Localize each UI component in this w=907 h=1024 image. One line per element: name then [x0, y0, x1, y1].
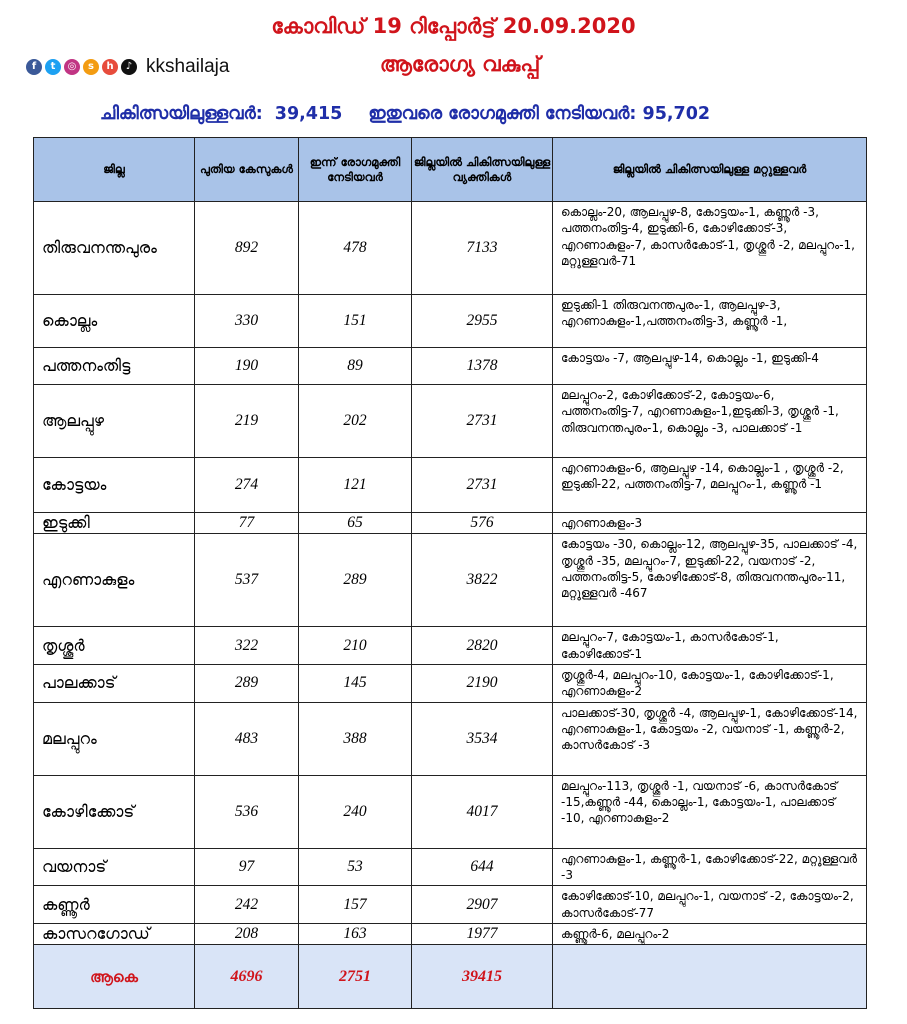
summary-line — [100, 104, 820, 124]
district-cell: തൃശ്ശൂർ — [34, 627, 195, 665]
others-cell: മലപ്പുറം-2, കോഴിക്കോട്-2, കോട്ടയം-6, പത്തനംതിട്ട-7, എറണാകുളം-1,ഇടുക്കി-3, തൃശ്ശൂർ -1, തിരുവനന്തപുരം-1, കൊല്ലം -3, പാലക്കാട് -1 — [553, 385, 867, 458]
table-row — [34, 848, 867, 886]
others-cell: കൊല്ലം-20, ആലപ്പുഴ-8, കോട്ടയം-1, കണ്ണൂർ -3, പത്തനംതിട്ട-4, ഇടുക്കി-6, കോഴിക്കോട്-3, എറണാകുളം-7, കാസർകോട്-1, തൃശ്ശൂർ -2, മലപ്പുറം-1, മറ്റുള്ളവർ-71 — [553, 202, 867, 295]
new-cases-cell: 274 — [195, 458, 299, 513]
table-row — [34, 664, 867, 702]
recovered-cell: 53 — [299, 848, 412, 886]
facebook-icon[interactable]: f — [26, 59, 42, 75]
district-cell: വയനാട് — [34, 848, 195, 886]
district-cell: എറണാകുളം — [34, 534, 195, 627]
others-cell: കോട്ടയം -7, ആലപ്പുഴ-14, കൊല്ലം -1, ഇടുക്കി-4 — [553, 348, 867, 385]
total-new: 4696 — [195, 945, 299, 1009]
table-row — [34, 385, 867, 458]
treatment-cell: 4017 — [412, 775, 553, 848]
treatment-cell: 2820 — [412, 627, 553, 665]
treatment-cell: 3534 — [412, 702, 553, 775]
treatment-cell: 3822 — [412, 534, 553, 627]
recovered-cell: 388 — [299, 702, 412, 775]
district-cell: മലപ്പുറം — [34, 702, 195, 775]
new-cases-cell: 97 — [195, 848, 299, 886]
instagram-icon[interactable]: ◎ — [64, 59, 80, 75]
others-cell: എറണാകുളം-3 — [553, 513, 867, 534]
others-cell: തൃശ്ശൂർ-4, മലപ്പുറം-10, കോട്ടയം-1, കോഴിക്കോട്-1, എറണാകുളം-2 — [553, 664, 867, 702]
new-cases-cell: 289 — [195, 664, 299, 702]
new-cases-cell: 892 — [195, 202, 299, 295]
table-row — [34, 775, 867, 848]
others-cell: മലപ്പുറം-113, തൃശ്ശൂർ -1, വയനാട് -6, കാസർകോട് -15,കണ്ണൂർ -44, കൊല്ലം-1, കോട്ടയം-1, പാലക്കാട് -10, എറണാകുളം-2 — [553, 775, 867, 848]
social-bar — [26, 56, 229, 78]
recovered-cell: 151 — [299, 295, 412, 348]
table-row — [34, 348, 867, 385]
district-cell: തിരുവനന്തപുരം — [34, 202, 195, 295]
new-cases-cell: 77 — [195, 513, 299, 534]
others-cell: കണ്ണൂർ-6, മലപ്പുറം-2 — [553, 923, 867, 944]
table-row — [34, 534, 867, 627]
total-treatment: 39415 — [412, 945, 553, 1009]
total-others-empty — [553, 945, 867, 1009]
total-row — [34, 945, 867, 1009]
district-cell: പാലക്കാട് — [34, 664, 195, 702]
report-title: കോവിഡ് 19 റിപ്പോർട്ട് 20.09.2020 — [271, 14, 636, 38]
treatment-cell: 7133 — [412, 202, 553, 295]
treatment-cell: 576 — [412, 513, 553, 534]
sharechat-icon[interactable]: s — [83, 59, 99, 75]
treatment-cell: 2731 — [412, 385, 553, 458]
recovered-value: 95,702 — [642, 104, 711, 124]
table-row — [34, 513, 867, 534]
header-under-treatment: ജില്ലയിൽ ചികിത്സയിലുള്ള വ്യക്തികൾ — [412, 138, 553, 202]
new-cases-cell: 537 — [195, 534, 299, 627]
new-cases-cell: 219 — [195, 385, 299, 458]
recovered-cell: 89 — [299, 348, 412, 385]
total-recovered: 2751 — [299, 945, 412, 1009]
recovered-label: ഇതുവരെ രോഗമുക്തി നേടിയവർ: — [368, 104, 637, 124]
recovered-cell: 210 — [299, 627, 412, 665]
department-name: ആരോഗ്യ വകുപ്പ് — [379, 52, 541, 76]
twitter-icon[interactable]: t — [45, 59, 61, 75]
others-cell: കോഴിക്കോട്-10, മലപ്പുറം-1, വയനാട് -2, കോട്ടയം-2, കാസർകോട്-77 — [553, 886, 867, 924]
district-cell: ഇടുക്കി — [34, 513, 195, 534]
others-cell: മലപ്പുറം-7, കോട്ടയം-1, കാസർകോട്-1, കോഴിക്കോട്-1 — [553, 627, 867, 665]
header-district: ജില്ല — [34, 138, 195, 202]
treatment-cell: 644 — [412, 848, 553, 886]
treatment-cell: 2907 — [412, 886, 553, 924]
social-handle[interactable]: kkshailaja — [146, 56, 230, 77]
treatment-cell: 2955 — [412, 295, 553, 348]
treatment-cell: 1378 — [412, 348, 553, 385]
recovered-cell: 65 — [299, 513, 412, 534]
active-label: ചികിത്സയിലുള്ളവർ: — [100, 104, 263, 124]
table-row — [34, 886, 867, 924]
table-row — [34, 923, 867, 944]
table-header-row — [34, 138, 867, 202]
helo-icon[interactable]: h — [102, 59, 118, 75]
district-cell: ആലപ്പുഴ — [34, 385, 195, 458]
others-cell: പാലക്കാട്-30, തൃശ്ശൂർ -4, ആലപ്പുഴ-1, കോഴിക്കോട്-14, എറണാകുളം-1, കോട്ടയം -2, വയനാട് -1, കണ്ണൂർ-2, കാസർകോട് -3 — [553, 702, 867, 775]
new-cases-cell: 536 — [195, 775, 299, 848]
recovered-cell: 121 — [299, 458, 412, 513]
table-row — [34, 458, 867, 513]
recovered-cell: 157 — [299, 886, 412, 924]
treatment-cell: 2731 — [412, 458, 553, 513]
table-row — [34, 702, 867, 775]
new-cases-cell: 330 — [195, 295, 299, 348]
recovered-cell: 163 — [299, 923, 412, 944]
district-cell: കാസറഗോഡ് — [34, 923, 195, 944]
total-label: ആകെ — [34, 945, 195, 1009]
header-new-cases: പുതിയ കേസുകൾ — [195, 138, 299, 202]
district-cell: കോഴിക്കോട് — [34, 775, 195, 848]
recovered-cell: 478 — [299, 202, 412, 295]
table-row — [34, 295, 867, 348]
new-cases-cell: 242 — [195, 886, 299, 924]
district-cell: കോട്ടയം — [34, 458, 195, 513]
recovered-cell: 202 — [299, 385, 412, 458]
new-cases-cell: 322 — [195, 627, 299, 665]
table-row — [34, 627, 867, 665]
tiktok-icon[interactable]: ♪ — [121, 59, 137, 75]
treatment-cell: 1977 — [412, 923, 553, 944]
others-cell: ഇടുക്കി-1 തിരുവനന്തപുരം-1, ആലപ്പുഴ-3, എറണാകുളം-1,പത്തനംതിട്ട-3, കണ്ണൂർ -1, — [553, 295, 867, 348]
recovered-cell: 289 — [299, 534, 412, 627]
district-cell: കണ്ണൂർ — [34, 886, 195, 924]
treatment-cell: 2190 — [412, 664, 553, 702]
new-cases-cell: 483 — [195, 702, 299, 775]
active-value: 39,415 — [274, 104, 343, 124]
header-recovered-today: ഇന്ന് രോഗമുക്തി നേടിയവർ — [299, 138, 412, 202]
recovered-cell: 145 — [299, 664, 412, 702]
new-cases-cell: 190 — [195, 348, 299, 385]
district-cell: കൊല്ലം — [34, 295, 195, 348]
others-cell: കോട്ടയം -30, കൊല്ലം-12, ആലപ്പുഴ-35, പാലക്കാട് -4, തൃശ്ശൂർ -35, മലപ്പുറം-7, ഇടുക്കി-22, വയനാട് -2, പത്തനംതിട്ട-5, കോഴിക്കോട്-8, തിരുവനന്തപുരം-11, മറ്റുള്ളവർ -467 — [553, 534, 867, 627]
new-cases-cell: 208 — [195, 923, 299, 944]
others-cell: എറണാകുളം-1, കണ്ണൂർ-1, കോഴിക്കോട്-22, മറ്റുള്ളവർ -3 — [553, 848, 867, 886]
recovered-cell: 240 — [299, 775, 412, 848]
district-cell: പത്തനംതിട്ട — [34, 348, 195, 385]
others-cell: എറണാകുളം-6, ആലപ്പുഴ -14, കൊല്ലം-1 , തൃശ്ശൂർ -2, ഇടുക്കി-22, പത്തനംതിട്ട-7, മലപ്പുറം-1, കണ്ണൂർ -1 — [553, 458, 867, 513]
district-report-table — [33, 137, 867, 1009]
table-row — [34, 202, 867, 295]
header-others: ജില്ലയിൽ ചികിത്സയിലുള്ള മറ്റുള്ളവർ — [553, 138, 867, 202]
